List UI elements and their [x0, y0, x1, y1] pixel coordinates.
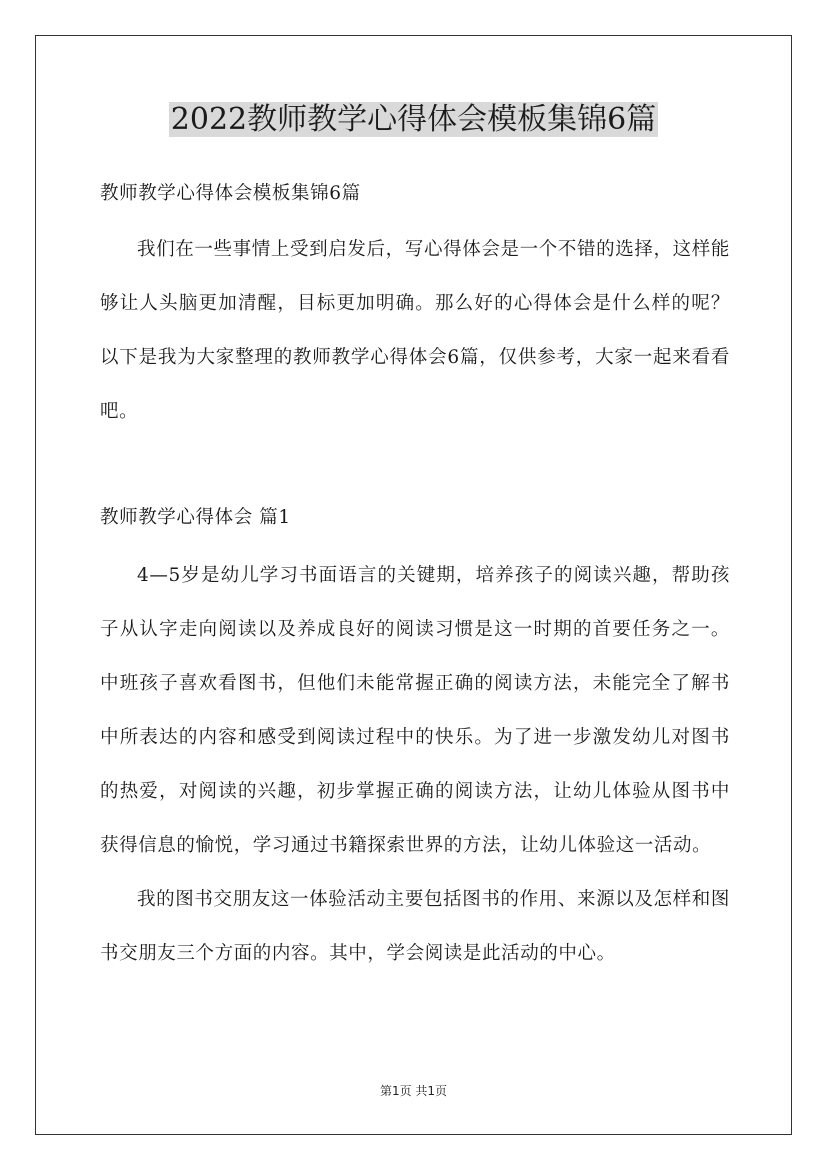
document-title — [0, 100, 827, 140]
intro-block — [100, 223, 730, 439]
document-subtitle: 教师教学心得体会模板集锦6篇 — [100, 183, 361, 204]
section-paragraph-1: 4—5岁是幼儿学习书面语言的关键期，培养孩子的阅读兴趣，帮助孩子从认字走向阅读以及养成良好的阅读习惯是这一时期的首要任务之一。中班孩子喜欢看图书，但他们未能常握正确的阅读方法，未能完全了解书中所表达的内容和感受到阅读过程中的快乐。为了进一步激发幼儿对图书的热爱，对阅读的兴趣，初步掌握正确的阅读方法，让幼儿体验从图书中获得信息的愉悦，学习通过书籍探索世界的方法，让幼儿体验这一活动。 — [100, 565, 730, 856]
section-paragraph-2: 我的图书交朋友这一体验活动主要包括图书的作用、来源以及怎样和图书交朋友三个方面的内容。其中，学会阅读是此活动的中心。 — [100, 889, 730, 964]
page-footer: 第1页 共1页 — [379, 1084, 448, 1098]
section-heading: 教师教学心得体会 篇1 — [100, 507, 291, 528]
document-title-text: 2022教师教学心得体会模板集锦6篇 — [170, 102, 657, 137]
intro-paragraph: 我们在一些事情上受到启发后，写心得体会是一个不错的选择，这样能够让人头脑更加清醒，目标更加明确。那么好的心得体会是什么样的呢？以下是我为大家整理的教师教学心得体会6篇，仅供参考，大家一起来看看吧。 — [100, 239, 730, 422]
section-1 — [100, 501, 730, 981]
